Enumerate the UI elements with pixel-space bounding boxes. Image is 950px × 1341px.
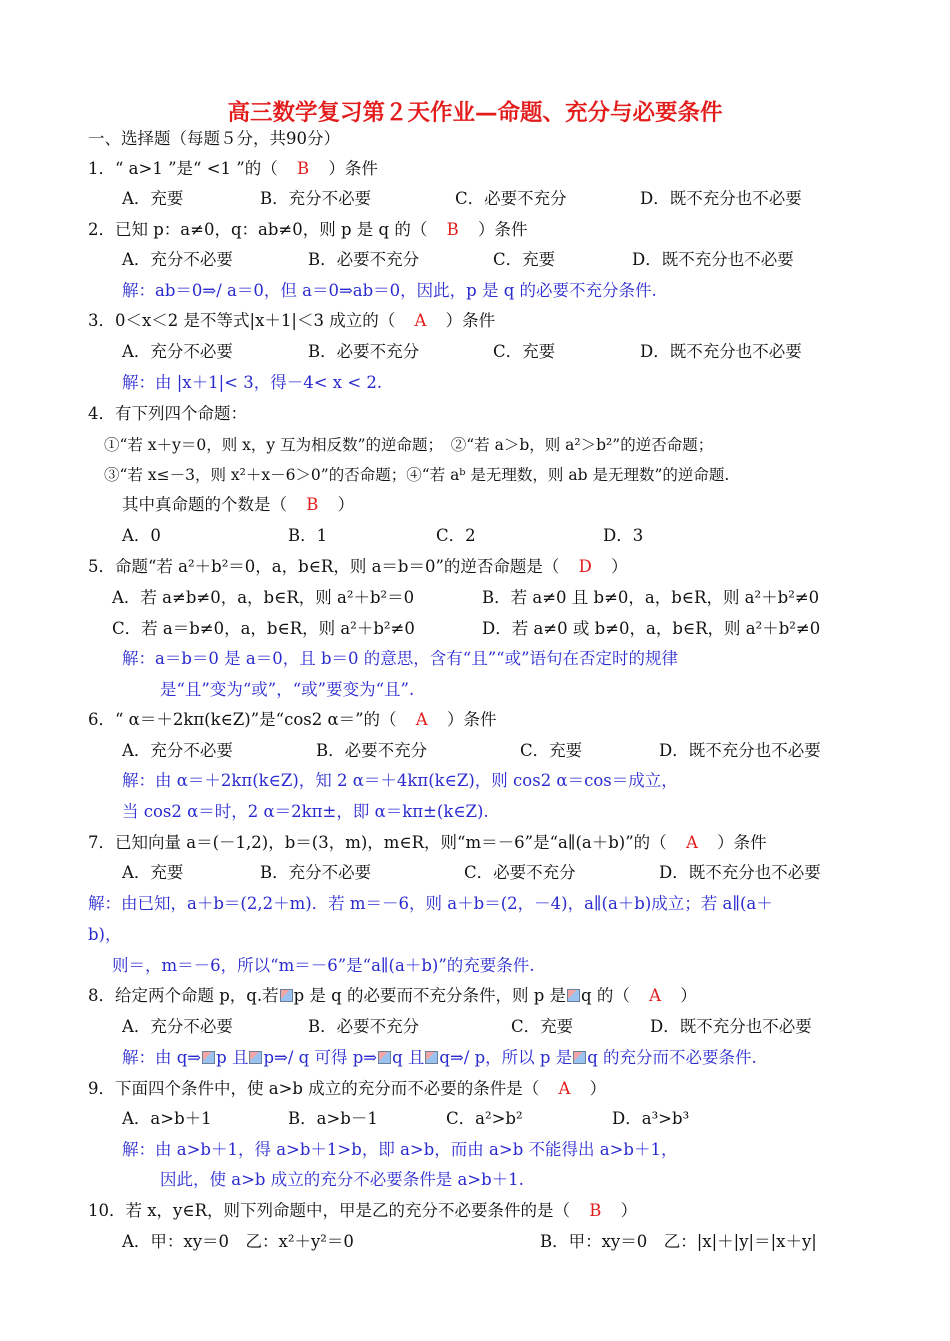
solution-text: p 且	[216, 1048, 249, 1067]
option-d: D．既不充分也不必要	[659, 863, 821, 882]
option-b: B．必要不充分	[308, 250, 420, 269]
question-tail: ）	[589, 1079, 607, 1098]
answer-mark: A	[414, 311, 427, 330]
option-a: A．a>b＋1	[122, 1109, 212, 1128]
option-a: A．充分不必要	[122, 741, 233, 760]
option-d: D．既不充分也不必要	[640, 342, 802, 361]
broken-image-icon	[249, 1051, 262, 1064]
question-stem: 7．已知向量 a＝(－1,2)，b＝(3，m)，m∈R，则“m＝－6”是“a∥(a＋b)”的（	[88, 833, 667, 852]
question-stem: 其中真命题的个数是（	[122, 495, 287, 514]
question-tail: ）条件	[478, 220, 528, 239]
option-b: B．充分不必要	[260, 189, 372, 208]
broken-image-icon	[280, 989, 293, 1002]
solution: 解：ab＝0⇒/ a＝0，但 a＝0⇒ab＝0，因此，p 是 q 的必要不充分条件.	[122, 281, 657, 300]
question-7	[88, 832, 767, 854]
answer-mark: B	[589, 1201, 602, 1220]
question-4: 4．有下列四个命题：	[88, 404, 247, 423]
answer-mark: A	[558, 1079, 571, 1098]
option-d: D．既不充分也不必要	[640, 189, 802, 208]
question-1	[88, 158, 378, 180]
option-a: A．充要	[122, 863, 184, 882]
option-b: B．若 a≠0 且 b≠0，a，b∈R，则 a²＋b²≠0	[482, 588, 820, 607]
proposition-line: ①“若 x＋y＝0，则 x，y 互为相反数”的逆命题； ②“若 a＞b，则 a²＞b²”的逆否命题；	[104, 436, 714, 454]
answer-mark: B	[296, 159, 310, 178]
option-d: D．既不充分也不必要	[650, 1017, 812, 1036]
option-b: B．必要不充分	[316, 741, 428, 760]
option-b: B．充分不必要	[260, 863, 372, 882]
answer-mark: B	[306, 495, 319, 514]
question-8	[88, 985, 697, 1007]
option-c: C．a²>b²	[446, 1109, 523, 1128]
question-3	[88, 310, 495, 332]
question-stem: 8．给定两个命题 p，q.若	[88, 986, 279, 1005]
answer-mark: A	[415, 710, 428, 729]
solution: 解：由 a>b＋1，得 a>b＋1>b，即 a>b，而由 a>b 不能得出 a>b＋1，	[122, 1140, 678, 1159]
answer-mark: A	[649, 986, 662, 1005]
solution-text: 解：由 q⇒	[122, 1048, 202, 1067]
question-6	[88, 709, 496, 731]
question-stem: 1．“ a>1 ”是“ <1 ”的（	[88, 159, 278, 178]
option-a: A．甲：xy＝0 乙：x²＋y²＝0	[122, 1232, 354, 1251]
broken-image-icon	[378, 1051, 391, 1064]
option-a: A．充分不必要	[122, 342, 233, 361]
option-d: D．3	[603, 526, 644, 545]
question-10	[88, 1200, 637, 1222]
question-stem: 3．0＜x＜2 是不等式|x＋1|＜3 成立的（	[88, 311, 396, 330]
solution-text: q⇒/ p，所以 p 是	[439, 1048, 573, 1067]
question-stem: p 是 q 的必要而不充分条件，则 p 是	[293, 986, 567, 1005]
option-a: A．若 a≠b≠0，a，b∈R，则 a²＋b²＝0	[112, 588, 415, 607]
option-d: D．a³>b³	[612, 1109, 690, 1128]
option-b: B．必要不充分	[308, 342, 420, 361]
question-prompt	[122, 494, 354, 516]
solution-text: q 的充分而不必要条件.	[587, 1048, 757, 1067]
solution: 因此，使 a>b 成立的充分不必要条件是 a>b＋1.	[160, 1170, 524, 1189]
solution: 解：由 α＝＋2kπ(k∈Z)，知 2 α＝＋4kπ(k∈Z)，则 cos2 α＝cos＝成立，	[122, 771, 678, 790]
option-b: B．1	[288, 526, 328, 545]
question-tail: ）	[620, 1201, 638, 1220]
question-tail: ）条件	[717, 833, 767, 852]
question-9	[88, 1078, 606, 1100]
question-5	[88, 556, 628, 578]
question-tail: ）条件	[445, 311, 496, 330]
broken-image-icon	[202, 1051, 215, 1064]
question-stem: 10．若 x，y∈R，则下列命题中，甲是乙的充分不必要条件的是（	[88, 1201, 571, 1220]
option-a: A．充分不必要	[122, 250, 233, 269]
option-d: D．既不充分也不必要	[632, 250, 794, 269]
question-stem: 9．下面四个条件中，使 a>b 成立的充分而不必要的条件是（	[88, 1079, 540, 1098]
broken-image-icon	[425, 1051, 438, 1064]
option-b: B．必要不充分	[308, 1017, 420, 1036]
option-c: C．充要	[493, 250, 556, 269]
question-tail: ）条件	[328, 159, 378, 178]
proposition-line: ③“若 x≤－3，则 x²＋x－6＞0”的否命题；④“若 aᵇ 是无理数，则 ab 是无理数”的逆命题.	[104, 466, 730, 484]
option-d: D．若 a≠0 或 b≠0，a，b∈R，则 a²＋b²≠0	[482, 619, 821, 638]
question-stem: 5．命题“若 a²＋b²＝0，a，b∈R，则 a＝b＝0”的逆否命题是（	[88, 557, 560, 576]
option-b: B．a>b－1	[288, 1109, 378, 1128]
section-heading: 一、选择题（每题５分，共90分）	[88, 129, 340, 148]
option-c: C．充要	[520, 741, 583, 760]
option-c: C．充要	[511, 1017, 574, 1036]
answer-mark: D	[578, 557, 592, 576]
solution: 当 cos2 α＝时，2 α＝2kπ±，即 α＝kπ±(k∈Z).	[122, 802, 489, 821]
question-tail: ）	[611, 557, 628, 576]
solution: 则＝，m＝－6，所以“m＝－6”是“a∥(a＋b)”的充要条件.	[112, 956, 535, 975]
option-a: A．0	[122, 526, 161, 545]
option-c: C．必要不充分	[455, 189, 567, 208]
option-c: C．充要	[493, 342, 556, 361]
option-a: A．充分不必要	[122, 1017, 233, 1036]
question-2	[88, 219, 528, 241]
question-tail: ）	[337, 495, 355, 514]
question-stem: 2．已知 p：a≠0，q：ab≠0，则 p 是 q 的（	[88, 220, 428, 239]
option-b: B．甲：xy＝0 乙：|x|＋|y|＝|x＋y|	[540, 1232, 817, 1251]
solution-text: p⇒/ q 可得 p⇒	[263, 1048, 378, 1067]
solution: 是“且”变为“或”，“或”要变为“且”.	[160, 680, 415, 699]
solution-text: q 且	[392, 1048, 425, 1067]
option-c: C．若 a＝b≠0，a，b∈R，则 a²＋b²≠0	[112, 619, 415, 638]
answer-mark: A	[685, 833, 698, 852]
option-d: D．既不充分也不必要	[659, 741, 821, 760]
solution: 解：由已知，a＋b＝(2,2＋m)．若 m＝－6，则 a＋b＝(2，－4)，a∥(a＋b)成立；若 a∥(a＋	[88, 894, 773, 913]
option-a: A．充要	[122, 189, 184, 208]
option-c: C．2	[436, 526, 476, 545]
solution: 解：由 |x＋1|< 3，得－4< x < 2.	[122, 373, 383, 392]
broken-image-icon	[573, 1051, 586, 1064]
question-stem: q 的（	[581, 986, 630, 1005]
question-stem: 6．“ α＝＋2kπ(k∈Z)”是“cos2 α＝”的（	[88, 710, 397, 729]
solution: 解：a＝b＝0 是 a＝0，且 b＝0 的意思，含有“且”“或”语句在否定时的规律	[122, 649, 679, 668]
option-c: C．必要不充分	[464, 863, 576, 882]
broken-image-icon	[567, 989, 580, 1002]
solution	[122, 1047, 757, 1069]
solution: b)，	[88, 925, 122, 944]
question-tail: ）	[680, 986, 697, 1005]
answer-mark: B	[446, 220, 459, 239]
question-tail: ）条件	[446, 710, 497, 729]
page-title: 高三数学复习第２天作业—命题、充分与必要条件	[227, 100, 723, 126]
